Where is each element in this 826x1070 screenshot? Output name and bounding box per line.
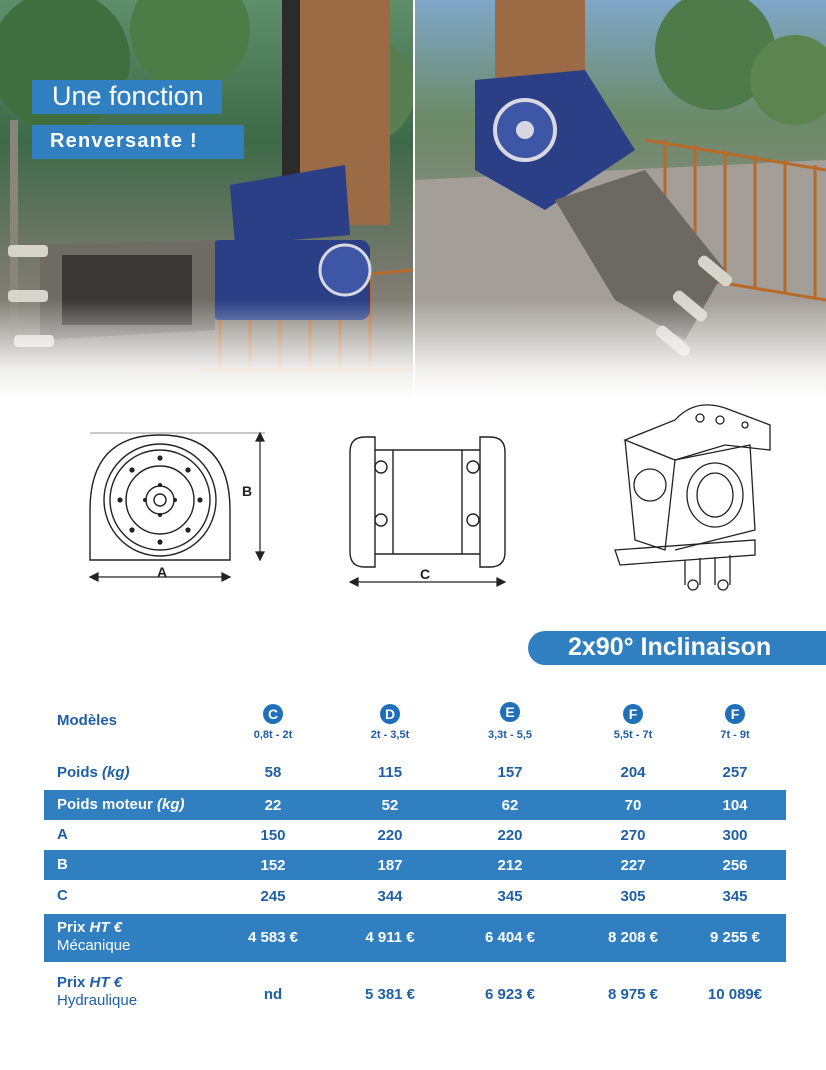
table-cell: nd [263,986,283,1003]
hero-photos [0,0,826,400]
model-letter-badge: F [623,704,643,724]
table-cell: 257 [722,764,748,781]
inclination-banner: 2x90° Inclinaison [528,631,826,665]
model-letter-badge: D [380,704,400,724]
table-cell: 220 [497,827,523,844]
table-cell: 70 [624,797,642,814]
table-cell: 300 [722,827,748,844]
table-cell: 270 [620,827,646,844]
table-cell: 157 [497,764,523,781]
row-label: C [57,887,68,904]
dimension-label-b: B [242,483,253,499]
model-range: 3,3t - 5,5 [487,729,533,741]
table-row-weight [44,756,786,788]
table-cell: 220 [377,827,403,844]
table-cell: 10 089€ [707,986,763,1003]
table-cell: 8 208 € [607,929,659,946]
table-cell: 345 [497,888,523,905]
row-label: Poids (kg) [57,764,130,781]
model-letter-badge: C [263,704,283,724]
table-cell: 204 [620,764,646,781]
model-header [218,704,328,741]
table-row-a [44,820,786,848]
table-cell: 104 [722,797,748,814]
table-cell: 212 [497,857,523,874]
table-row-b [44,850,786,880]
technical-drawings [0,400,826,610]
table-cell: 6 404 € [484,929,536,946]
table-cell: 22 [264,797,282,814]
table-cell: 245 [260,888,286,905]
table-row-c [44,880,786,912]
table-cell: 187 [377,857,403,874]
model-header [335,704,445,741]
table-row-price-mechanical [44,914,786,962]
table-cell: 62 [501,797,519,814]
row-label: B [57,856,68,873]
row-label: Prix HT € Mécanique [57,919,131,954]
table-cell: 344 [377,888,403,905]
model-header [680,704,790,741]
table-cell: 52 [381,797,399,814]
model-range: 7t - 9t [720,729,750,741]
row-label: Poids moteur (kg) [57,796,185,813]
table-cell: 58 [264,764,282,781]
model-range: 0,8t - 2t [253,729,293,741]
front-view-drawing [80,425,270,595]
table-cell: 6 923 € [484,986,536,1003]
models-header: Modèles [57,712,118,729]
dimension-label-a: A [157,564,168,580]
table-row-motor-weight [44,790,786,820]
table-cell: 9 255 € [709,929,761,946]
row-label: Prix HT € Hydraulique [57,974,138,1009]
table-header-row [44,692,786,756]
specifications-table [44,692,786,1024]
model-letter-badge: E [500,702,520,722]
table-row-price-hydraulic [44,962,786,1024]
perspective-view-drawing [605,400,790,600]
model-header [455,702,565,741]
model-letter-badge: F [725,704,745,724]
dimension-label-c: C [420,566,431,582]
model-range: 5,5t - 7t [613,729,653,741]
table-cell: 256 [722,857,748,874]
table-cell: 345 [722,888,748,905]
headline-line2: Renversante ! [32,125,244,159]
table-cell: 305 [620,888,646,905]
table-cell: 152 [260,857,286,874]
table-cell: 227 [620,857,646,874]
table-cell: 4 583 € [247,929,299,946]
table-cell: 5 381 € [364,986,416,1003]
table-cell: 8 975 € [607,986,659,1003]
model-range: 2t - 3,5t [370,729,410,741]
table-cell: 4 911 € [365,929,415,946]
hero-fade [0,300,826,400]
headline-line1: Une fonction [32,80,222,114]
row-label: A [57,826,68,843]
model-header [578,704,688,741]
table-cell: 115 [377,764,403,781]
table-cell: 150 [260,827,286,844]
